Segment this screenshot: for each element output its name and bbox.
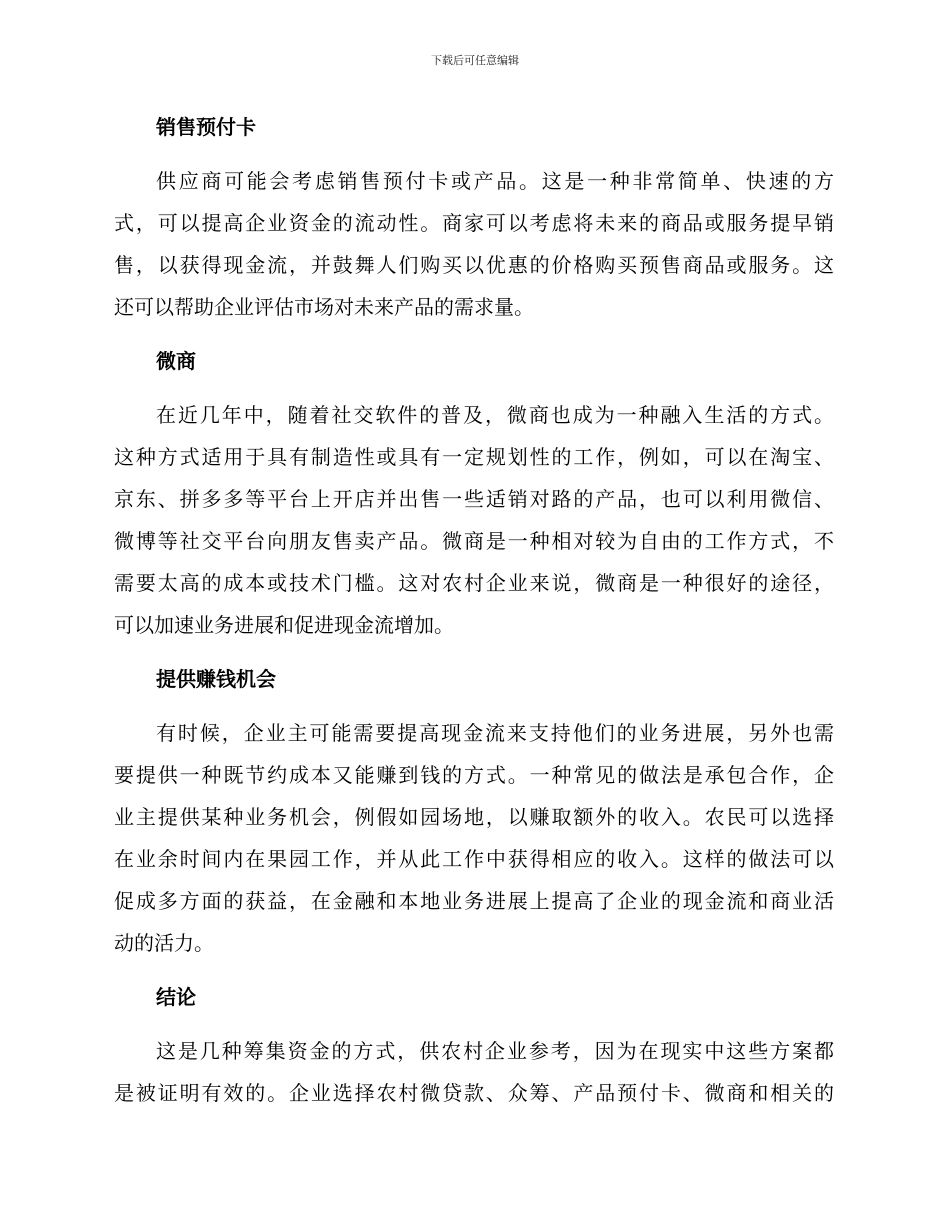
paragraph-line: 可以加速业务进展和促进现金流增加。 bbox=[114, 613, 454, 637]
document-body bbox=[114, 106, 834, 1126]
paragraph-line: 这种方式适用于具有制造性或具有一定规划性的工作，例如，可以在淘宝、 bbox=[114, 445, 834, 469]
section-paragraph bbox=[114, 1030, 834, 1114]
paragraph-line: 供应商可能会考虑销售预付卡或产品。这是一种非常简单、快速的方 bbox=[156, 169, 834, 193]
section-paragraph bbox=[114, 160, 834, 328]
section-heading: 销售预付卡 bbox=[156, 115, 256, 139]
section-conclusion bbox=[114, 976, 834, 1114]
paragraph-line: 需要太高的成本或技术门槛。这对农村企业来说，微商是一种很好的途径， bbox=[114, 571, 834, 595]
paragraph-line: 有时候，企业主可能需要提高现金流来支持他们的业务进展，另外也需 bbox=[156, 721, 834, 745]
paragraph-line: 动的活力。 bbox=[114, 931, 214, 955]
paragraph-line: 是被证明有效的。企业选择农村微贷款、众筹、产品预付卡、微商和相关的 bbox=[114, 1081, 834, 1105]
section-micro-business bbox=[114, 340, 834, 646]
section-earning-opportunity bbox=[114, 658, 834, 964]
paragraph-line: 微博等社交平台向朋友售卖产品。微商是一种相对较为自由的工作方式，不 bbox=[114, 529, 834, 553]
section-prepaid-card bbox=[114, 106, 834, 328]
paragraph-line: 要提供一种既节约成本又能赚到钱的方式。一种常见的做法是承包合作，企 bbox=[114, 763, 834, 787]
paragraph-line: 在业余时间内在果园工作，并从此工作中获得相应的收入。这样的做法可以 bbox=[114, 847, 834, 871]
section-heading: 微商 bbox=[156, 349, 196, 373]
paragraph-line: 售，以获得现金流，并鼓舞人们购买以优惠的价格购买预售商品或服务。这 bbox=[114, 253, 834, 277]
page-header: 下载后可任意编辑 bbox=[431, 54, 519, 67]
paragraph-line: 式，可以提高企业资金的流动性。商家可以考虑将未来的商品或服务提早销 bbox=[114, 211, 834, 235]
paragraph-line: 促成多方面的获益，在金融和本地业务进展上提高了企业的现金流和商业活 bbox=[114, 889, 834, 913]
section-paragraph bbox=[114, 394, 834, 646]
section-heading: 提供赚钱机会 bbox=[156, 667, 276, 691]
paragraph-line: 业主提供某种业务机会，例假如园场地，以赚取额外的收入。农民可以选择 bbox=[114, 805, 834, 829]
paragraph-line: 在近几年中，随着社交软件的普及，微商也成为一种融入生活的方式。 bbox=[156, 403, 834, 427]
paragraph-line: 京东、拼多多等平台上开店并出售一些适销对路的产品，也可以利用微信、 bbox=[114, 487, 834, 511]
paragraph-line: 还可以帮助企业评估市场对未来产品的需求量。 bbox=[114, 295, 534, 319]
section-paragraph bbox=[114, 712, 834, 964]
paragraph-line: 这是几种筹集资金的方式，供农村企业参考，因为在现实中这些方案都 bbox=[156, 1039, 834, 1063]
section-heading: 结论 bbox=[156, 985, 196, 1009]
